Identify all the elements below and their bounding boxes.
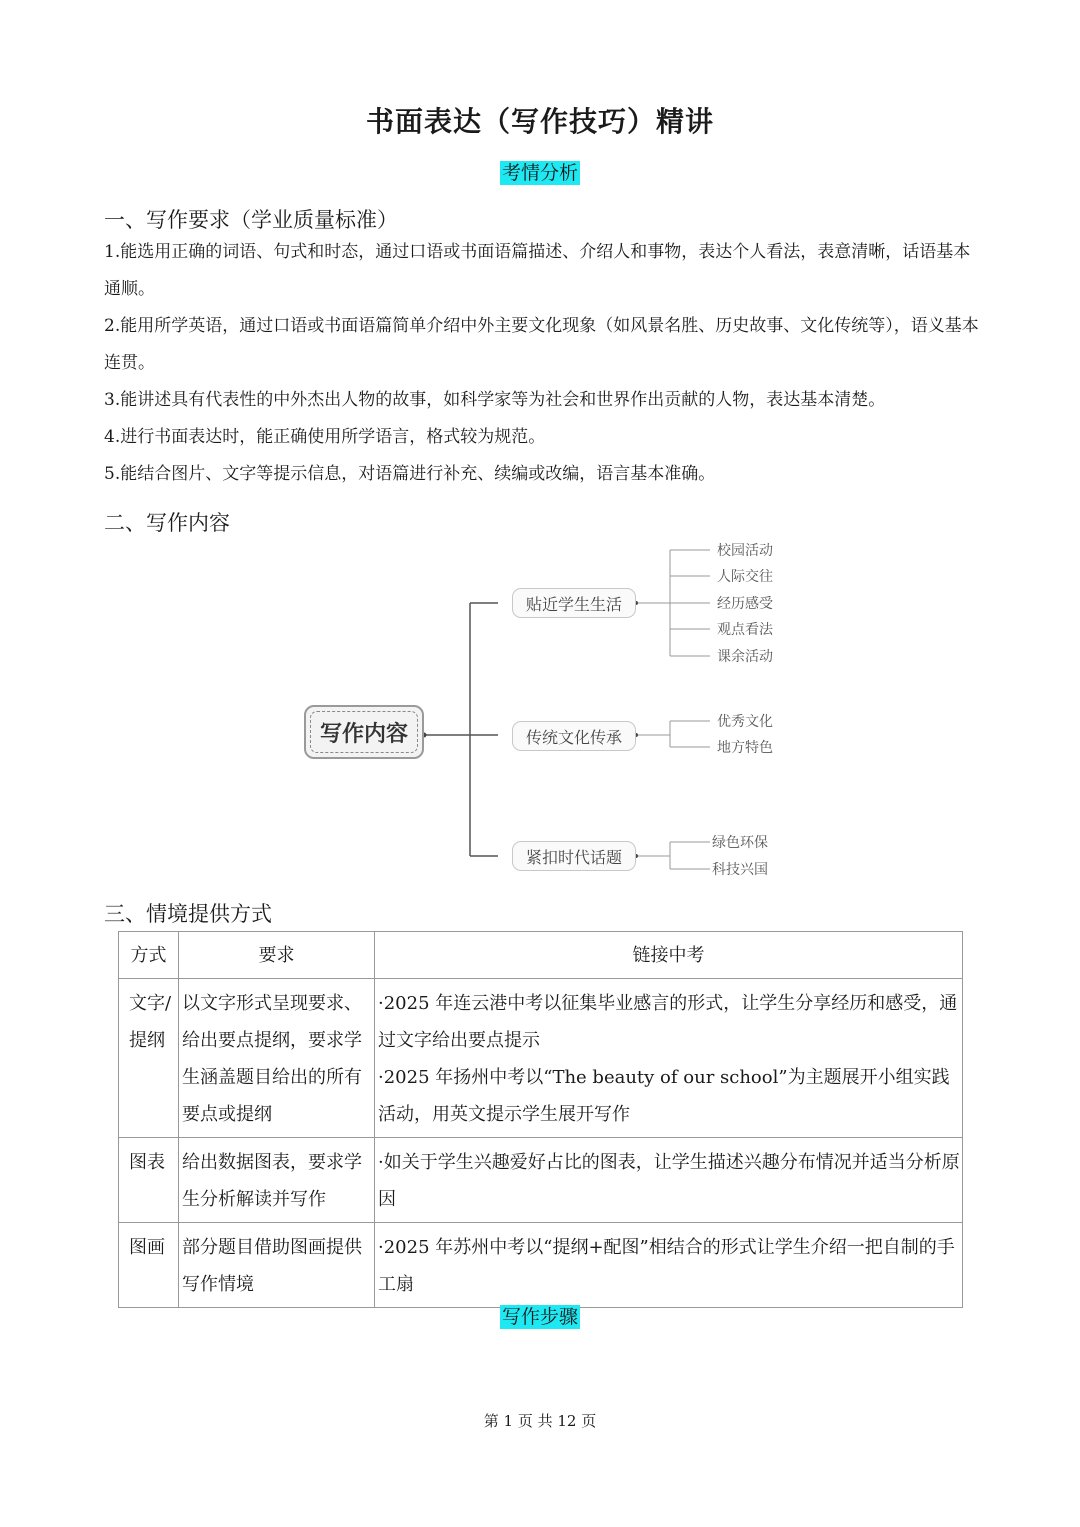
heading-writing-requirements: 一、写作要求（学业质量标准） [104, 208, 398, 232]
cell-exam-link [375, 979, 963, 1138]
mind-map-root: 写作内容 [304, 705, 424, 759]
branch-current-topics: 紧扣时代话题 [512, 841, 636, 871]
scenario-table [118, 931, 963, 1308]
exam-link-item: ·如关于学生兴趣爱好占比的图表，让学生描述兴趣分布情况并适当分析原因 [378, 1152, 960, 1210]
cell-requirement: 给出数据图表，要求学生分析解读并写作 [179, 1138, 375, 1223]
heading-writing-content: 二、写作内容 [104, 511, 230, 535]
leaf-excellent-culture: 优秀文化 [717, 714, 773, 730]
leaf-local-features: 地方特色 [717, 740, 773, 756]
leaf-after-school: 课余活动 [717, 649, 773, 665]
branch-traditional-culture: 传统文化传承 [512, 721, 636, 751]
table-row [119, 1223, 963, 1308]
leaf-experiences: 经历感受 [717, 596, 773, 612]
cell-exam-link [375, 1138, 963, 1223]
exam-link-item: ·2025 年连云港中考以征集毕业感言的形式，让学生分享经历和感受，通过文字给出要点提示 [378, 993, 958, 1051]
requirement-3: 3.能讲述具有代表性的中外杰出人物的故事，如科学家等为社会和世界作出贡献的人物，表达基本清楚。 [104, 390, 886, 410]
requirement-2: 2.能用所学英语，通过口语或书面语篇简单介绍中外主要文化现象（如风景名胜、历史故事、文化传统等），语义基本连贯。 [104, 316, 979, 373]
exam-link-item: ·2025 年扬州中考以“The beauty of our school”为主题展开小组实践活动，用英文提示学生展开写作 [378, 1067, 950, 1125]
cell-mode: 图表 [119, 1138, 179, 1223]
cell-mode: 文字/提纲 [119, 979, 179, 1138]
table-header-row [119, 932, 963, 979]
leaf-opinions: 观点看法 [717, 622, 773, 638]
leaf-technology: 科技兴国 [712, 862, 768, 878]
leaf-campus-activities: 校园活动 [717, 543, 773, 559]
table-header-requirement: 要求 [179, 932, 375, 979]
page-footer: 第 1 页 共 12 页 [483, 1412, 597, 1430]
section-tag-writing-steps: 写作步骤 [501, 1306, 578, 1328]
table-row [119, 979, 963, 1138]
table-row [119, 1138, 963, 1223]
section-tag-exam-analysis: 考情分析 [501, 162, 578, 184]
leaf-green-environment: 绿色环保 [712, 835, 768, 851]
exam-link-item: ·2025 年苏州中考以“提纲+配图”相结合的形式让学生介绍一把自制的手工扇 [378, 1237, 955, 1295]
requirement-4: 4.进行书面表达时，能正确使用所学语言，格式较为规范。 [104, 427, 546, 447]
requirement-5: 5.能结合图片、文字等提示信息，对语篇进行补充、续编或改编，语言基本准确。 [104, 464, 716, 484]
cell-requirement: 以文字形式呈现要求、给出要点提纲，要求学生涵盖题目给出的所有要点或提纲 [179, 979, 375, 1138]
cell-requirement: 部分题目借助图画提供写作情境 [179, 1223, 375, 1308]
table-header-mode: 方式 [119, 932, 179, 979]
requirement-1: 1.能选用正确的词语、句式和时态，通过口语或书面语篇描述、介绍人和事物，表达个人看法，表意清晰，话语基本通顺。 [104, 242, 971, 299]
heading-scenario-methods: 三、情境提供方式 [104, 902, 272, 926]
leaf-interpersonal: 人际交往 [717, 569, 773, 585]
mind-map [290, 535, 810, 885]
cell-mode: 图画 [119, 1223, 179, 1308]
table-header-exam-link: 链接中考 [375, 932, 963, 979]
cell-exam-link [375, 1223, 963, 1308]
document-title: 书面表达（写作技巧）精讲 [365, 105, 714, 138]
branch-student-life: 贴近学生生活 [512, 588, 636, 618]
